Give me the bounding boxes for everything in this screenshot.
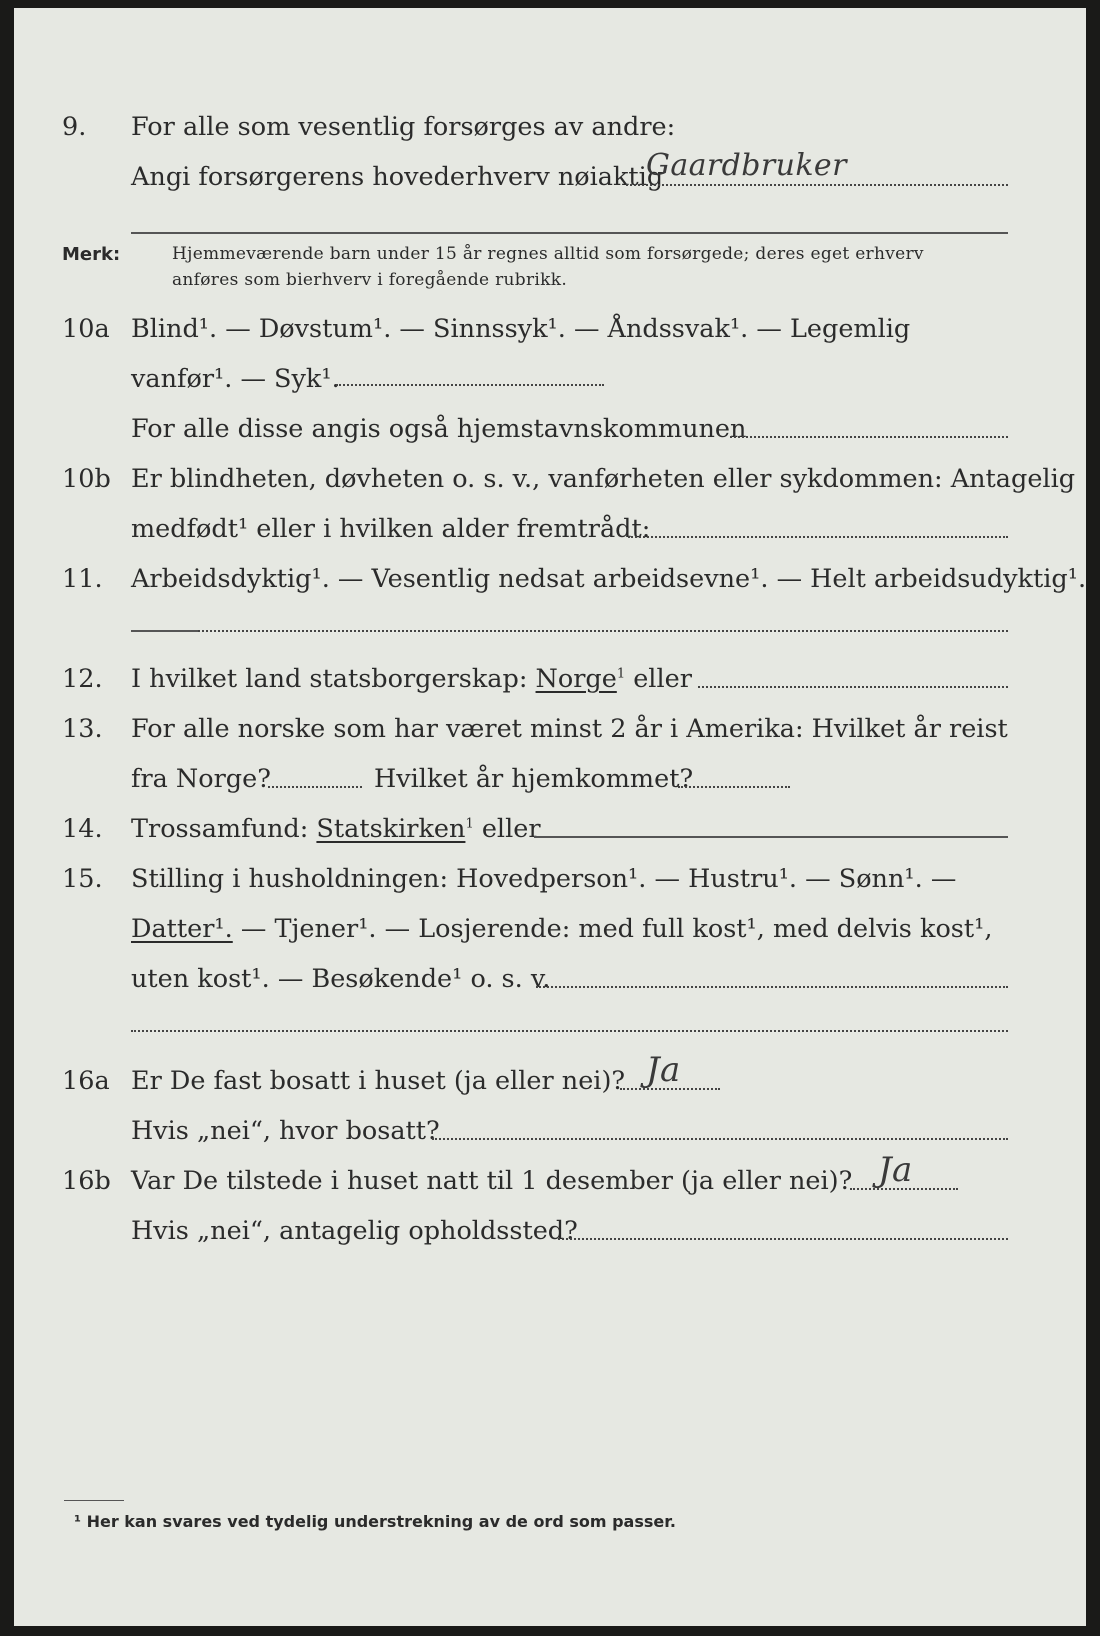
q14-number: 14. — [62, 814, 103, 844]
q15-datter-underlined: Datter¹. — [131, 914, 233, 944]
q15-extra-line — [131, 1030, 1008, 1032]
q10b-line1: Er blindheten, døvheten o. s. v., vanførheten eller sykdommen: Antagelig — [131, 464, 1076, 494]
q16a-line1: Er De fast bosatt i huset (ja eller nei)? — [131, 1066, 626, 1096]
q10a-line3: For alle disse angis også hjemstavnskommunen — [131, 414, 747, 444]
q10a-line2: vanfør¹. — Syk¹. — [131, 364, 340, 394]
q10a-kommune-line — [730, 436, 1008, 438]
q14-answer-line — [534, 836, 1008, 838]
q16b-opholdssted-line — [558, 1238, 1008, 1240]
q11-line1: Arbeidsdyktig¹. — Vesentlig nedsat arbeidsevne¹. — Helt arbeidsudyktig¹. — [131, 564, 1087, 594]
q15-answer-line — [536, 986, 1008, 988]
q9-answer-line — [626, 184, 1008, 186]
q10b-number: 10b — [62, 464, 111, 494]
q16b-number: 16b — [62, 1166, 111, 1196]
q12-number: 12. — [62, 664, 103, 694]
q13-reist-line — [268, 786, 362, 788]
q15-number: 15. — [62, 864, 103, 894]
q11-underline-mark — [131, 630, 198, 632]
footnote: ¹ Her kan svares ved tydelig understrekning av de ord som passer. — [74, 1512, 676, 1531]
q13-number: 13. — [62, 714, 103, 744]
q10a-number: 10a — [62, 314, 110, 344]
q15-line2-wrap — [131, 914, 992, 944]
q16a-handwritten-answer: Ja — [646, 1050, 681, 1090]
q11-extra-line — [198, 630, 1008, 632]
q11-number: 11. — [62, 564, 103, 594]
q15-line3: uten kost¹. — Besøkende¹ o. s. v. — [131, 964, 551, 994]
census-form-page — [14, 8, 1086, 1626]
q14-question: Trossamfund: — [131, 814, 309, 844]
q13-line2a: fra Norge? — [131, 764, 271, 794]
q9-number: 9. — [62, 112, 87, 142]
q12-eller: eller — [633, 664, 692, 694]
q10a-answer-line — [336, 384, 604, 386]
q16a-number: 16a — [62, 1066, 110, 1096]
merk-line2: anføres som bierhverv i foregående rubrikk. — [172, 270, 568, 290]
q16b-handwritten-answer: Ja — [878, 1150, 913, 1190]
q13-line2b: Hvilket år hjemkommet? — [374, 764, 694, 794]
q10a-line1: Blind¹. — Døvstum¹. — Sinnssyk¹. — Åndssvak¹. — Legemlig — [131, 314, 911, 344]
q15-line2: — Tjener¹. — Losjerende: med full kost¹, med delvis kost¹, — [240, 914, 993, 944]
q12-line: I hvilket land statsborgerskap: Norge$^1$ eller — [131, 664, 692, 694]
q9-line2: Angi forsørgerens hovederhverv nøiaktig — [131, 162, 664, 192]
q9-handwritten-answer: Gaardbruker — [646, 148, 847, 183]
q13-hjemkommet-line — [678, 786, 790, 788]
q14-eller: eller — [481, 814, 541, 844]
q16b-line2: Hvis „nei“, antagelig opholdssted? — [131, 1216, 578, 1246]
q14-line: Trossamfund: Statskirken$^1$ eller — [131, 814, 541, 844]
footnote-rule — [64, 1500, 124, 1501]
q16a-line2: Hvis „nei“, hvor bosatt? — [131, 1116, 440, 1146]
q14-statskirken-underlined: Statskirken — [316, 814, 466, 844]
q9-extra-line — [131, 232, 1008, 234]
merk-line1: Hjemmeværende barn under 15 år regnes alltid som forsørgede; deres eget erhverv — [172, 244, 924, 264]
q15-line1: Stilling i husholdningen: Hovedperson¹. — Hustru¹. — Sønn¹. — — [131, 864, 957, 894]
merk-label: Merk: — [62, 244, 121, 265]
q10b-answer-line — [628, 536, 1008, 538]
q12-answer-line — [698, 686, 1008, 688]
q9-line1: For alle som vesentlig forsørges av andre: — [131, 112, 676, 142]
q12-question: I hvilket land statsborgerskap: — [131, 664, 528, 694]
q16a-bosatt-line — [432, 1138, 1008, 1140]
q10b-line2: medfødt¹ eller i hvilken alder fremtrådt: — [131, 514, 651, 544]
q16b-line1: Var De tilstede i huset natt til 1 desember (ja eller nei)? — [131, 1166, 853, 1196]
q12-norge-underlined: Norge — [535, 664, 617, 694]
q13-line1: For alle norske som har været minst 2 år i Amerika: Hvilket år reist — [131, 714, 1008, 744]
